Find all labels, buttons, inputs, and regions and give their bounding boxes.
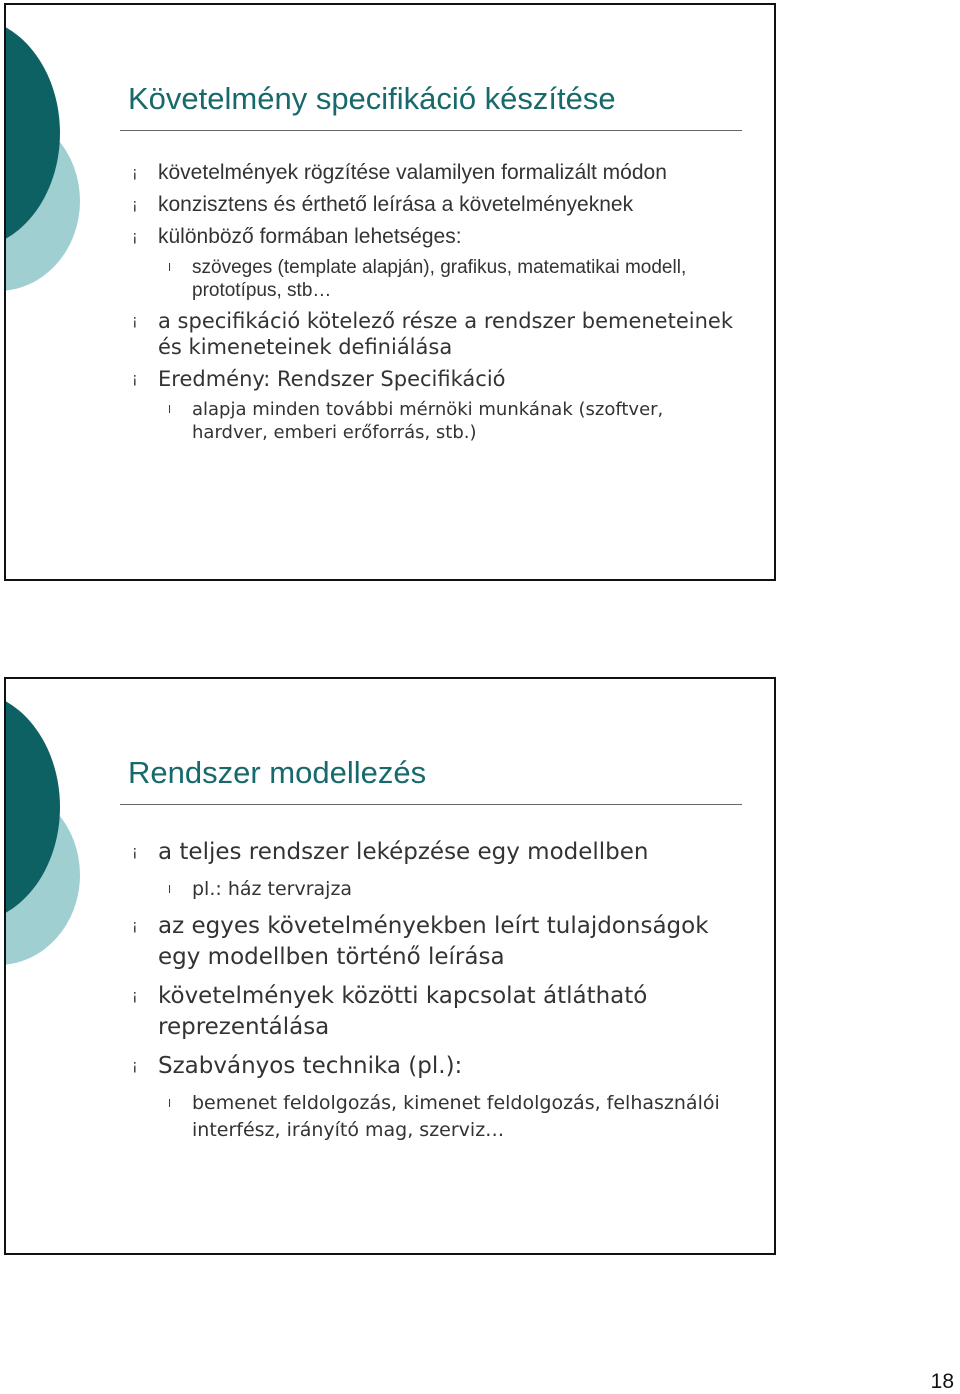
sub-bullet-marker-icon: l [168,883,172,896]
bullet-text: követelmények közötti kapcsolat átlátható reprezentálása [158,983,648,1040]
slide-title: Rendszer modellezés [128,755,427,790]
bullet-marker-icon: ¡ [132,988,138,1004]
bullet-item [124,160,744,186]
bullet-marker-icon: ¡ [132,229,138,245]
bullet-marker-icon: ¡ [132,1058,138,1074]
bullet-item [124,366,744,392]
page-number: 18 [930,1370,954,1393]
bullet-text: követelmények rögzítése valamilyen formalizált módon [158,161,667,184]
bullet-text: pl.: ház tervrajza [192,878,353,900]
bullet-item [124,224,744,250]
bullet-item [124,837,744,868]
bullet-text: különböző formában lehetséges: [158,225,462,248]
slide-2 [4,677,776,1255]
bullet-text: Eredmény: Rendszer Specifikáció [158,367,506,391]
bullet-item [124,911,744,973]
sub-bullet-item [124,1090,744,1144]
bullet-list [124,837,744,1152]
bullet-list [124,160,744,450]
bullet-text: a teljes rendszer leképzése egy modellben [158,839,649,865]
slide-decoration [6,679,96,979]
bullet-marker-icon: ¡ [132,371,138,387]
slide-1 [4,3,776,581]
sub-bullet-item [124,398,744,444]
bullet-marker-icon: ¡ [132,197,138,213]
bullet-text: konzisztens és érthető leírása a követelményeknek [158,193,634,216]
bullet-item [124,1051,744,1082]
bullet-text: az egyes követelményekben leírt tulajdonságok egy modellben történő leírása [158,913,709,970]
sub-bullet-item [124,876,744,903]
bullet-marker-icon: ¡ [132,313,138,329]
title-divider [120,130,742,131]
bullet-text: alapja minden további mérnöki munkának (szoftver, hardver, emberi erőforrás, stb.) [192,399,664,443]
bullet-item [124,308,744,360]
bullet-text: a specifikáció kötelező része a rendszer bemeneteinek és kimeneteinek definiálása [158,309,733,359]
slide-decoration [6,5,96,305]
bullet-marker-icon: ¡ [132,165,138,181]
bullet-item [124,192,744,218]
bullet-marker-icon: ¡ [132,844,138,860]
sub-bullet-marker-icon: l [168,403,172,416]
bullet-marker-icon: ¡ [132,918,138,934]
bullet-text: Szabványos technika (pl.): [158,1053,463,1079]
slide-title: Követelmény specifikáció készítése [128,81,616,116]
bullet-text: szöveges (template alapján), grafikus, matematikai modell, prototípus, stb… [192,257,687,301]
sub-bullet-marker-icon: l [168,1097,172,1110]
sub-bullet-marker-icon: l [168,261,172,274]
sub-bullet-item [124,256,744,302]
title-divider [120,804,742,805]
bullet-item [124,981,744,1043]
bullet-text: bemenet feldolgozás, kimenet feldolgozás, felhasználói interfész, irányító mag, szerviz… [192,1092,720,1141]
